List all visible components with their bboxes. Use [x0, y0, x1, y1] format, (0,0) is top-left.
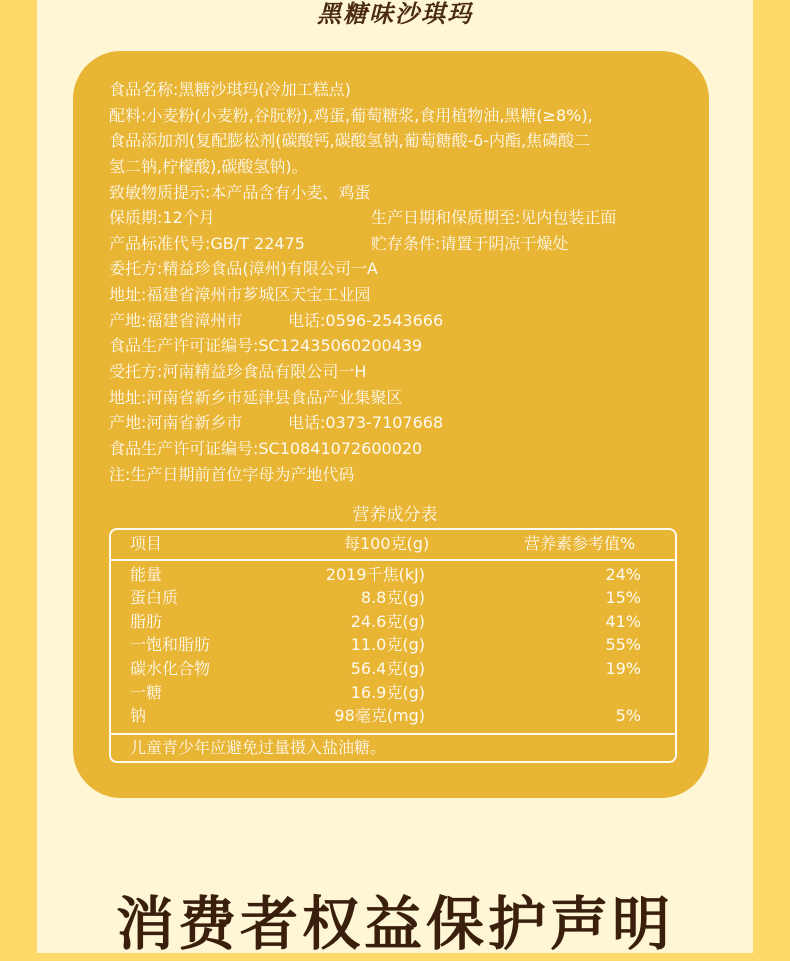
ingredients-line-3: 氢二钠,柠檬酸),碳酸氢钠)。 [109, 157, 308, 176]
footer-divider [111, 733, 675, 735]
row-value: 56.4克(g) [350, 659, 425, 678]
row-nrv: 15% [605, 588, 641, 607]
row-name: 一饱和脂肪 [130, 635, 211, 654]
phone-2: 电话:0373-7107668 [288, 413, 444, 432]
header-per-100g: 每100克(g) [344, 534, 430, 553]
row-nrv: 41% [605, 612, 641, 631]
production-date: 生产日期和保质期至:见内包装正面 [371, 208, 617, 227]
client-company: 委托方:精益珍食品(漳州)有限公司一A [109, 259, 378, 278]
nutrition-table-title: 营养成分表 [352, 505, 438, 525]
consumer-rights-heading: 消费者权益保护声明 [115, 890, 674, 958]
product-title: 黑糖味沙琪玛 [317, 0, 473, 28]
header-divider [111, 559, 675, 561]
license-2: 食品生产许可证编号:SC10841072600020 [109, 439, 423, 458]
origin-1: 产地:福建省漳州市 [109, 311, 243, 330]
ingredients-line-1: 配料:小麦粉(小麦粉,谷朊粉),鸡蛋,葡萄糖浆,食用植物油,黑糖(≥8%), [109, 106, 593, 125]
nutrition-table [109, 528, 677, 763]
row-value: 2019千焦(kJ) [325, 565, 425, 584]
product-name: 食品名称:黑糖沙琪玛(冷加工糕点) [109, 80, 351, 99]
date-note: 注:生产日期前首位字母为产地代码 [109, 465, 355, 484]
header-item: 项目 [130, 534, 163, 553]
row-name: 蛋白质 [130, 588, 179, 607]
standard-code: 产品标准代号:GB/T 22475 [109, 234, 305, 253]
row-nrv: 5% [615, 706, 641, 725]
license-1: 食品生产许可证编号:SC12435060200439 [109, 336, 423, 355]
phone-1: 电话:0596-2543666 [288, 311, 444, 330]
nutrition-footer-note: 儿童青少年应避免过量摄入盐油糖。 [130, 738, 387, 757]
trustee-address: 地址:河南省新乡市延津县食品产业集聚区 [109, 388, 403, 407]
allergen-notice: 致敏物质提示:本产品含有小麦、鸡蛋 [109, 183, 371, 202]
row-value: 8.8克(g) [360, 588, 425, 607]
row-name: 能量 [130, 565, 163, 584]
trustee-company: 受托方:河南精益珍食品有限公司一H [109, 362, 367, 381]
storage-condition: 贮存条件:请置于阴凉干燥处 [371, 234, 569, 253]
origin-2: 产地:河南省新乡市 [109, 413, 243, 432]
shelf-life: 保质期:12个月 [109, 208, 215, 227]
row-value: 24.6克(g) [350, 612, 425, 631]
row-name: 脂肪 [130, 612, 163, 631]
row-name: 钠 [130, 706, 147, 725]
row-value: 98毫克(mg) [334, 706, 425, 725]
row-name: 碳水化合物 [130, 659, 211, 678]
row-value: 11.0克(g) [350, 635, 425, 654]
row-nrv: 24% [605, 565, 641, 584]
row-name: 一糖 [130, 683, 163, 702]
row-nrv: 19% [605, 659, 641, 678]
row-value: 16.9克(g) [350, 683, 425, 702]
row-nrv: 55% [605, 635, 641, 654]
header-nrv: 营养素参考值% [524, 534, 636, 553]
client-address: 地址:福建省漳州市芗城区天宝工业园 [109, 285, 371, 304]
ingredients-line-2: 食品添加剂(复配膨松剂(碳酸钙,碳酸氢钠,葡萄糖酸-δ-内酯,焦磷酸二 [109, 131, 591, 150]
